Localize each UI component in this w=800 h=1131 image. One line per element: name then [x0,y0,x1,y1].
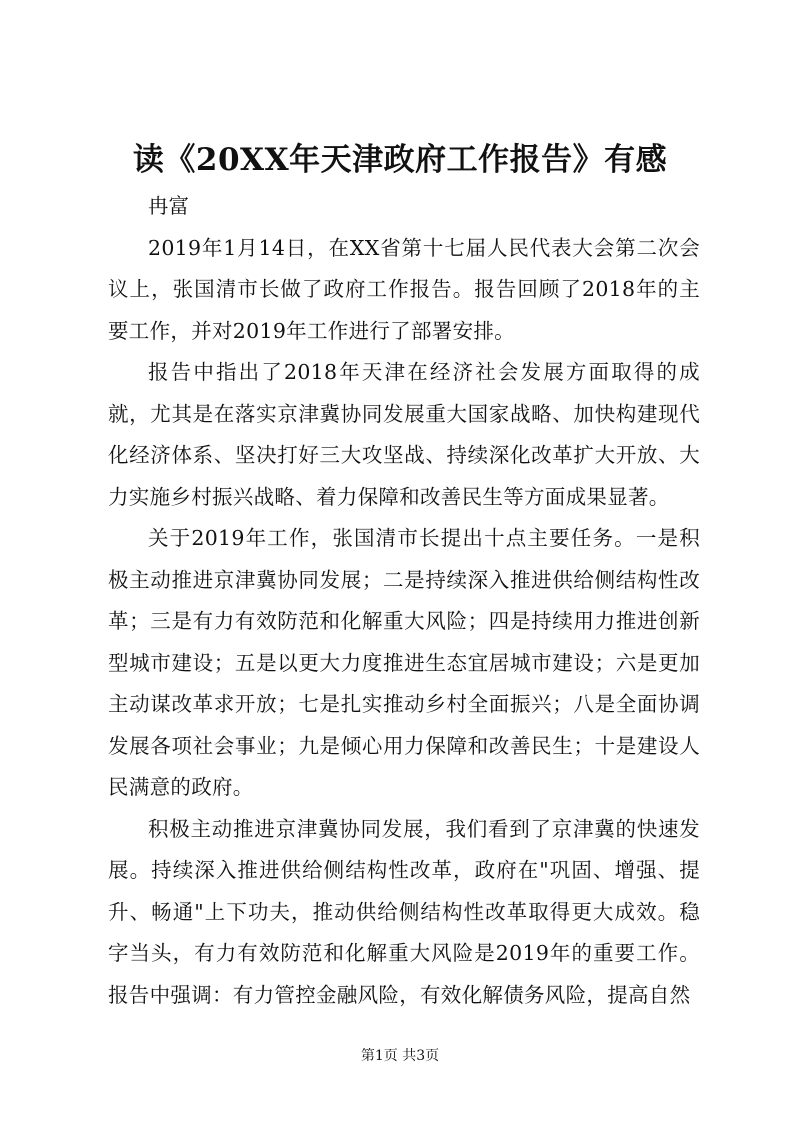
paragraph-4: 积极主动推进京津冀协同发展，我们看到了京津冀的快速发展。持续深入推进供给侧结构性改革，政府在"巩固、增强、提升、畅通"上下功夫，推动供给侧结构性改革取得更大成效。稳字当头，有力有效防范和化解重大风险是2019年的重要工作。报告中强调：有力管控金融风险，有效化解债务风险，提高自然 [108,816,700,1007]
page-number-footer: 第1页 共3页 [360,1048,440,1064]
paragraph-1: 2019年1月14日，在XX省第十七届人民代表大会第二次会议上，张国清市长做了政府工作报告。报告回顾了2018年的主要工作，并对2019年工作进行了部署安排。 [108,235,700,343]
document-title: 读《20XX年天津政府工作报告》有感 [132,142,668,178]
paragraph-2: 报告中指出了2018年天津在经济社会发展方面取得的成就，尤其是在落实京津冀协同发展重大国家战略、加快构建现代化经济体系、坚决打好三大攻坚战、持续深化改革扩大开放、大力实施乡村振兴战略、着力保障和改善民生等方面成果显著。 [108,360,700,509]
author-name: 冉富 [148,194,189,218]
document-body [108,186,700,1016]
paragraph-3: 关于2019年工作，张国清市长提出十点主要任务。一是积极主动推进京津冀协同发展；二是持续深入推进供给侧结构性改革；三是有力有效防范和化解重大风险；四是持续用力推进创新型城市建设；五是以更大力度推进生态宜居城市建设；六是更加主动谋改革求开放；七是扎实推动乡村全面振兴；八是全面协调发展各项社会事业；九是倾心用力保障和改善民生；十是建设人民满意的政府。 [108,526,700,799]
